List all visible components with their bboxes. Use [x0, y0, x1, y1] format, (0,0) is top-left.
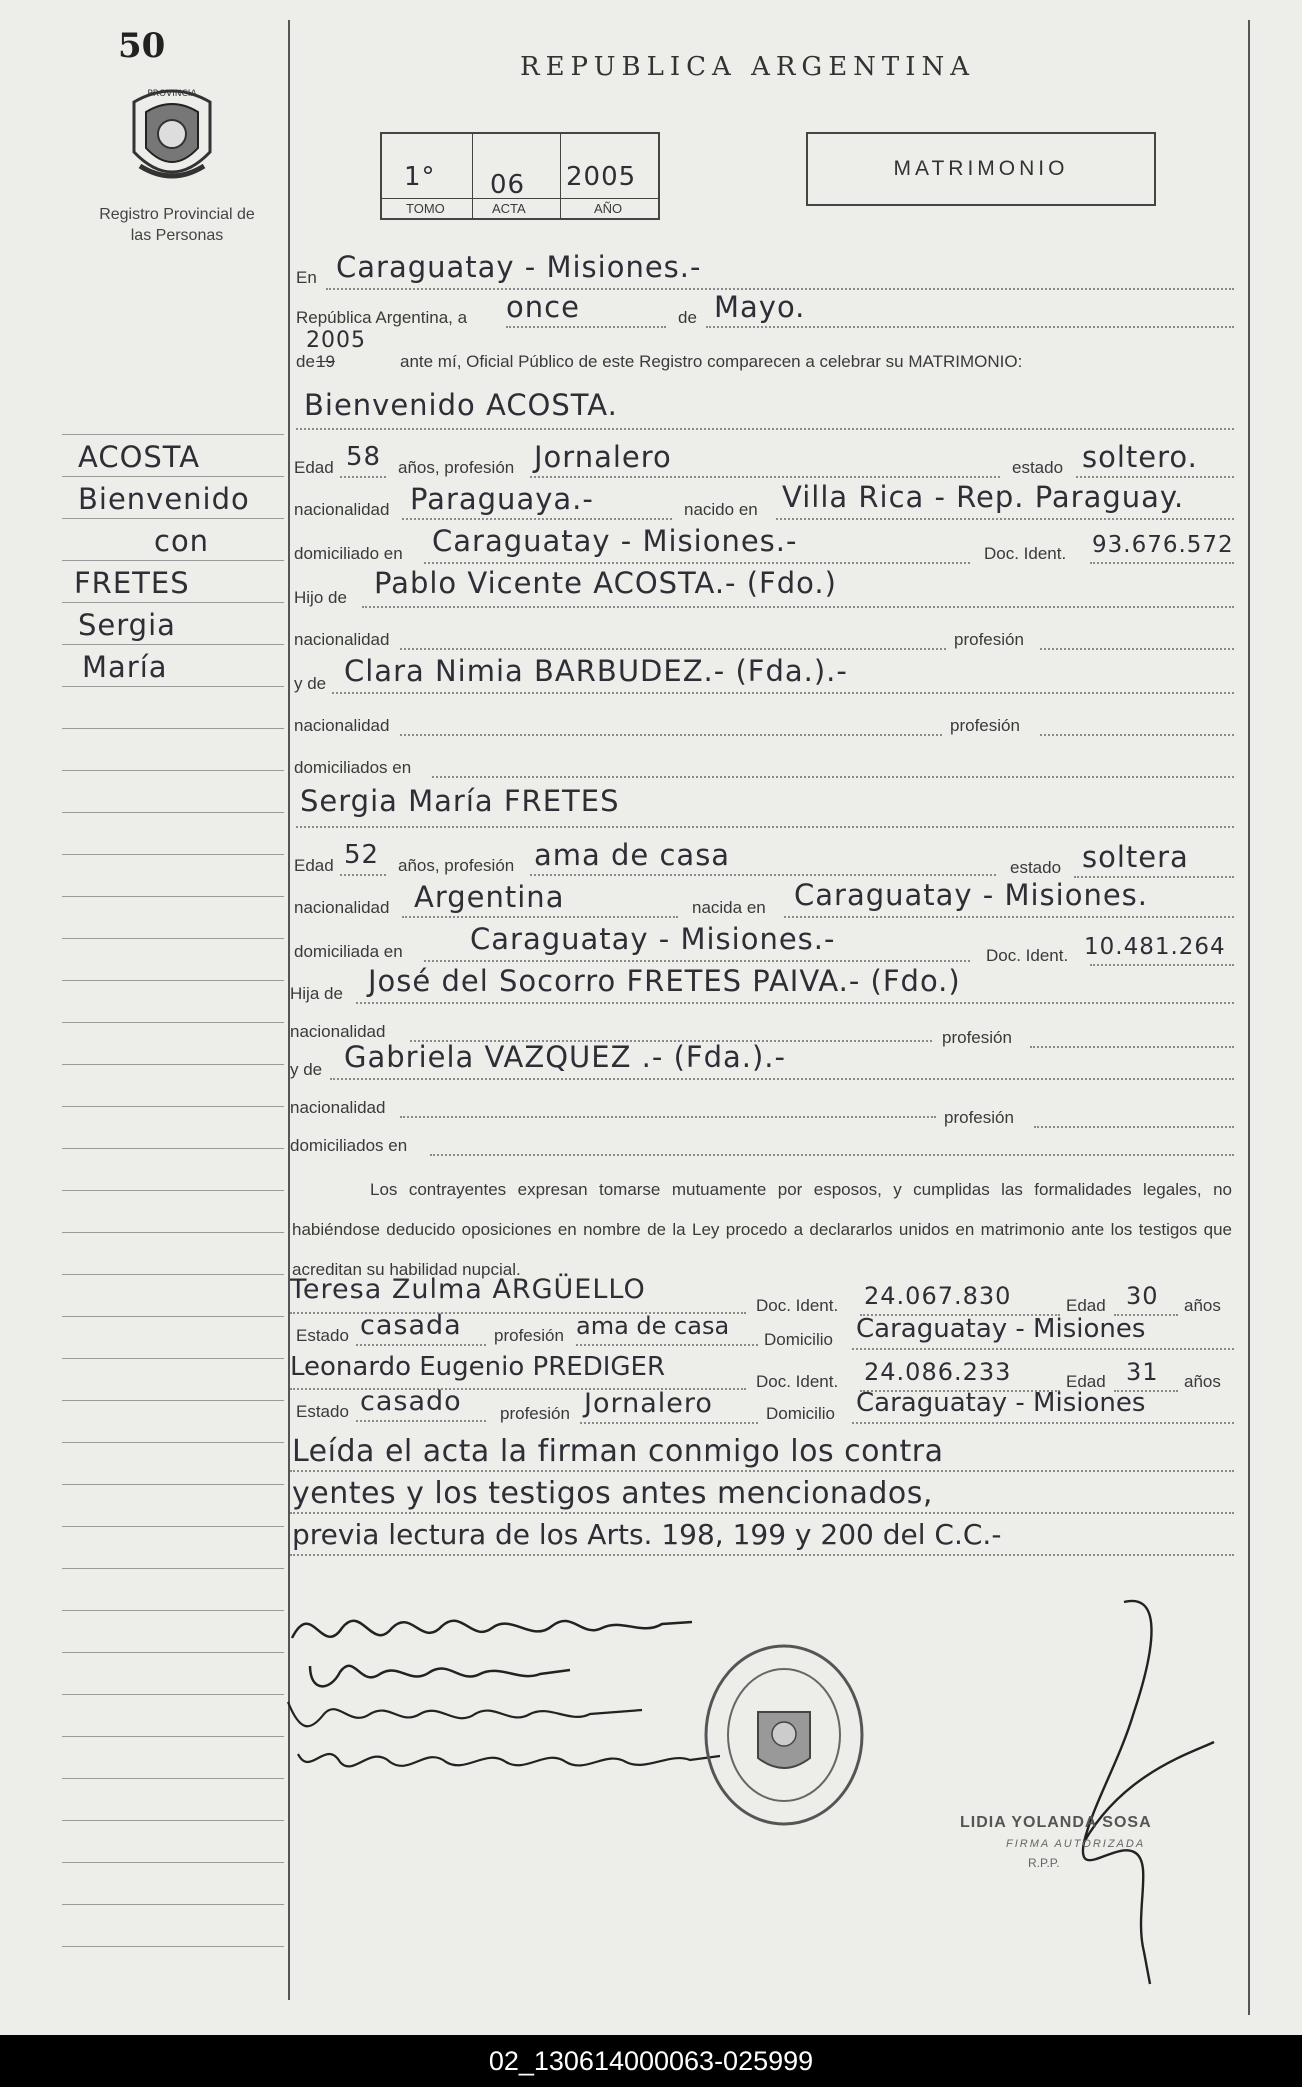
bride-anos-label: años, profesión — [398, 856, 515, 875]
closing-line-2: yentes y los testigos antes mencionados, — [292, 1476, 933, 1511]
closing-line-3: previa lectura de los Arts. 198, 199 y 200 del C.C.- — [292, 1518, 1002, 1551]
witness1-civil-state: casada — [360, 1310, 462, 1341]
country-title: REPUBLICA ARGENTINA — [520, 52, 976, 82]
en-label: En — [296, 268, 317, 287]
witness2-prof-label: profesión — [500, 1404, 570, 1423]
witness1-doc: 24.067.830 — [864, 1282, 1012, 1310]
groom-hijo-label: Hijo de — [294, 588, 347, 607]
official-org: R.P.P. — [1028, 1856, 1060, 1870]
doc-type-box — [806, 132, 1156, 206]
bride-domicile: Caraguatay - Misiones.- — [470, 922, 836, 956]
groom-nac1-label: nacionalidad — [294, 630, 390, 649]
day: once — [506, 290, 580, 324]
republica-label: República Argentina, a — [296, 308, 468, 327]
tomo-label: TOMO — [406, 201, 445, 216]
groom-father: Pablo Vicente ACOSTA.- (Fdo.) — [374, 566, 837, 600]
signature-witness1 — [280, 1692, 650, 1736]
bride-domiciliados-label: domiciliados en — [290, 1136, 408, 1155]
groom-doc-label: Doc. Ident. — [984, 544, 1067, 563]
witness2-doc-label: Doc. Ident. — [756, 1372, 839, 1391]
groom-nationality: Paraguaya.- — [410, 482, 594, 516]
witness1-edad-label: Edad — [1066, 1296, 1106, 1315]
margin-conjunction: con — [154, 524, 210, 558]
bride-civil-state: soltera — [1082, 840, 1189, 874]
bride-age: 52 — [344, 840, 380, 870]
right-page-border — [1248, 20, 1250, 2015]
place: Caraguatay - Misiones.- — [336, 250, 702, 284]
margin-middlename-2: María — [82, 650, 168, 684]
registry-name: Registro Provincial de las Personas — [99, 206, 255, 244]
witness2-age: 31 — [1126, 1358, 1159, 1386]
witness2-estado-label: Estado — [296, 1402, 349, 1421]
witness1-dom-label: Domicilio — [764, 1330, 833, 1349]
month: Mayo. — [714, 290, 806, 324]
groom-age: 58 — [346, 442, 382, 472]
witness1-prof-label: profesión — [494, 1326, 564, 1345]
misiones-coat-of-arms-icon — [124, 82, 220, 194]
official-signature — [1024, 1592, 1224, 1992]
ano-label: AÑO — [594, 201, 623, 216]
groom-doc: 93.676.572 — [1092, 532, 1234, 558]
bride-nationality: Argentina — [414, 880, 565, 914]
doc-type: MATRIMONIO — [893, 157, 1069, 180]
witness1-estado-label: Estado — [296, 1326, 349, 1345]
groom-domicile: Caraguatay - Misiones.- — [432, 524, 798, 558]
tomo-value: 1° — [404, 162, 436, 192]
bride-domiciliada-label: domiciliada en — [294, 942, 403, 961]
witness2-anos-label: años — [1184, 1372, 1221, 1391]
bride-nacionalidad-label: nacionalidad — [294, 898, 390, 917]
bride-name: Sergia María FRETES — [300, 784, 620, 818]
groom-edad-label: Edad — [294, 458, 334, 477]
witness1-doc-label: Doc. Ident. — [756, 1296, 839, 1315]
bride-estado-label: estado — [1010, 858, 1062, 877]
margin-surname-1: ACOSTA — [78, 440, 201, 474]
page-number: 50 — [118, 26, 166, 66]
bride-edad-label: Edad — [294, 856, 334, 875]
groom-profession: Jornalero — [534, 440, 672, 474]
footer-code: 02_130614000063-025999 — [0, 2035, 1302, 2087]
witness2-dom-label: Domicilio — [766, 1404, 835, 1423]
acta-value: 06 — [490, 170, 526, 200]
bride-doc: 10.481.264 — [1084, 934, 1226, 960]
bride-birthplace: Caraguatay - Misiones. — [794, 878, 1149, 912]
closing-line-1: Leída el acta la firman conmigo los contra — [292, 1434, 944, 1469]
official-seal-icon — [702, 1642, 866, 1828]
groom-anos-label: años, profesión — [398, 458, 515, 477]
declaration-text: Los contrayentes expresan tomarse mutuamente por esposos, y cumplidas las formalidades legales, no habiéndose deducido oposiciones en nombre de la Ley procedo a declararlos unidos en matrimonio ante los testigos que acreditan su habilidad nupcial. — [292, 1180, 1232, 1279]
month-de-label: de — [678, 308, 697, 327]
bride-yde-label: y de — [290, 1060, 323, 1079]
groom-prof2-label: profesión — [950, 716, 1020, 735]
bride-mother: Gabriela VAZQUEZ .- (Fda.).- — [344, 1040, 786, 1074]
witness2-domicile: Caraguatay - Misiones — [856, 1388, 1146, 1418]
groom-mother: Clara Nimia BARBUDEZ.- (Fda.).- — [344, 654, 848, 688]
intro-statement: ante mí, Oficial Público de este Registro comparecen a celebrar su MATRIMONIO: — [400, 352, 1023, 371]
signature-groom — [282, 1598, 702, 1658]
record-box — [380, 132, 660, 220]
groom-nacionalidad-label: nacionalidad — [294, 500, 390, 519]
bride-doc-label: Doc. Ident. — [986, 946, 1069, 965]
bride-prof2-label: profesión — [944, 1108, 1014, 1127]
groom-nac2-label: nacionalidad — [294, 716, 390, 735]
groom-civil-state: soltero. — [1082, 440, 1198, 474]
year-de-label: de — [296, 352, 315, 371]
witness2-civil-state: casado — [360, 1386, 462, 1417]
witness2-edad-label: Edad — [1066, 1372, 1106, 1391]
witness1-domicile: Caraguatay - Misiones — [856, 1314, 1146, 1344]
signature-bride — [300, 1652, 580, 1692]
year: 2005 — [306, 328, 366, 353]
official-title: FIRMA AUTORIZADA — [1006, 1838, 1146, 1850]
bride-profession: ama de casa — [534, 838, 731, 872]
witness2-name: Leonardo Eugenio PREDIGER — [290, 1352, 666, 1382]
witness2-doc: 24.086.233 — [864, 1358, 1012, 1386]
bride-nacida-label: nacida en — [692, 898, 766, 917]
groom-domiciliados-label: domiciliados en — [294, 758, 412, 777]
witness1-age: 30 — [1126, 1282, 1159, 1310]
groom-birthplace: Villa Rica - Rep. Paraguay. — [782, 480, 1185, 514]
witness1-name: Teresa Zulma ARGÜELLO — [290, 1274, 646, 1305]
witness1-profession: ama de casa — [576, 1312, 730, 1340]
year-printed: 19 — [316, 352, 335, 371]
bride-hija-label: Hija de — [290, 984, 343, 1003]
ano-value: 2005 — [566, 162, 637, 192]
groom-estado-label: estado — [1012, 458, 1064, 477]
witness1-anos-label: años — [1184, 1296, 1221, 1315]
witness2-profession: Jornalero — [584, 1388, 713, 1419]
bride-nac1-label: nacionalidad — [290, 1022, 386, 1041]
groom-name: Bienvenido ACOSTA. — [304, 388, 618, 422]
groom-domiciliado-label: domiciliado en — [294, 544, 403, 563]
groom-yde-label: y de — [294, 674, 327, 693]
bride-nac2-label: nacionalidad — [290, 1098, 386, 1117]
bride-father: José del Socorro FRETES PAIVA.- (Fdo.) — [368, 964, 961, 998]
official-name: LIDIA YOLANDA SOSA — [960, 1814, 1152, 1831]
margin-firstname-2: Sergia — [78, 608, 176, 642]
groom-nacido-label: nacido en — [684, 500, 758, 519]
margin-surname-2: FRETES — [74, 566, 190, 600]
bride-prof1-label: profesión — [942, 1028, 1012, 1047]
margin-firstname-1: Bienvenido — [78, 482, 250, 516]
signature-witness2 — [290, 1734, 730, 1784]
svg-text:PROVINCIA: PROVINCIA — [147, 89, 197, 99]
acta-label: ACTA — [492, 201, 526, 216]
groom-prof1-label: profesión — [954, 630, 1024, 649]
